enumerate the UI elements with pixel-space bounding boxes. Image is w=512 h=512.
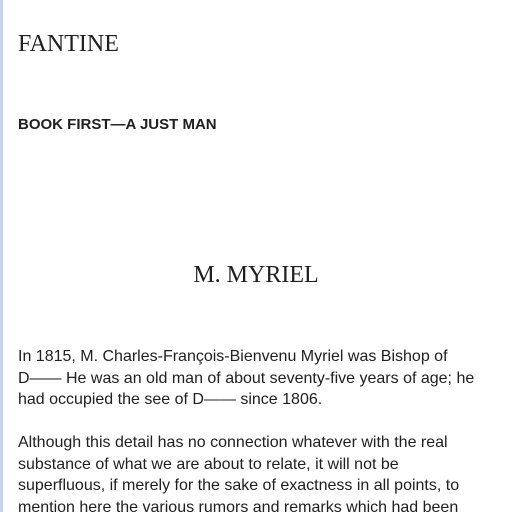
page-edge-bar	[0, 0, 3, 512]
book-title: BOOK FIRST—A JUST MAN	[18, 116, 217, 133]
part-title: FANTINE	[18, 31, 119, 57]
chapter-title: M. MYRIEL	[193, 262, 319, 288]
paragraph-line: substance of what we are about to relate, it will not be	[18, 455, 399, 473]
paragraph-line: mention here the various rumors and remarks which had been	[18, 498, 459, 512]
paragraph-1	[18, 346, 474, 411]
paragraph-2	[18, 432, 459, 512]
paragraph-line: D—— He was an old man of about seventy-five years of age; he	[18, 369, 475, 387]
paragraph-line: Although this detail has no connection whatever with the real	[18, 434, 448, 451]
paragraph-line: superfluous, if merely for the sake of exactness in all points, to	[18, 477, 460, 494]
paragraph-line: In 1815, M. Charles-François-Bienvenu Myriel was Bishop of	[18, 348, 448, 365]
paragraph-line: had occupied the see of D—— since 1806.	[18, 391, 323, 408]
